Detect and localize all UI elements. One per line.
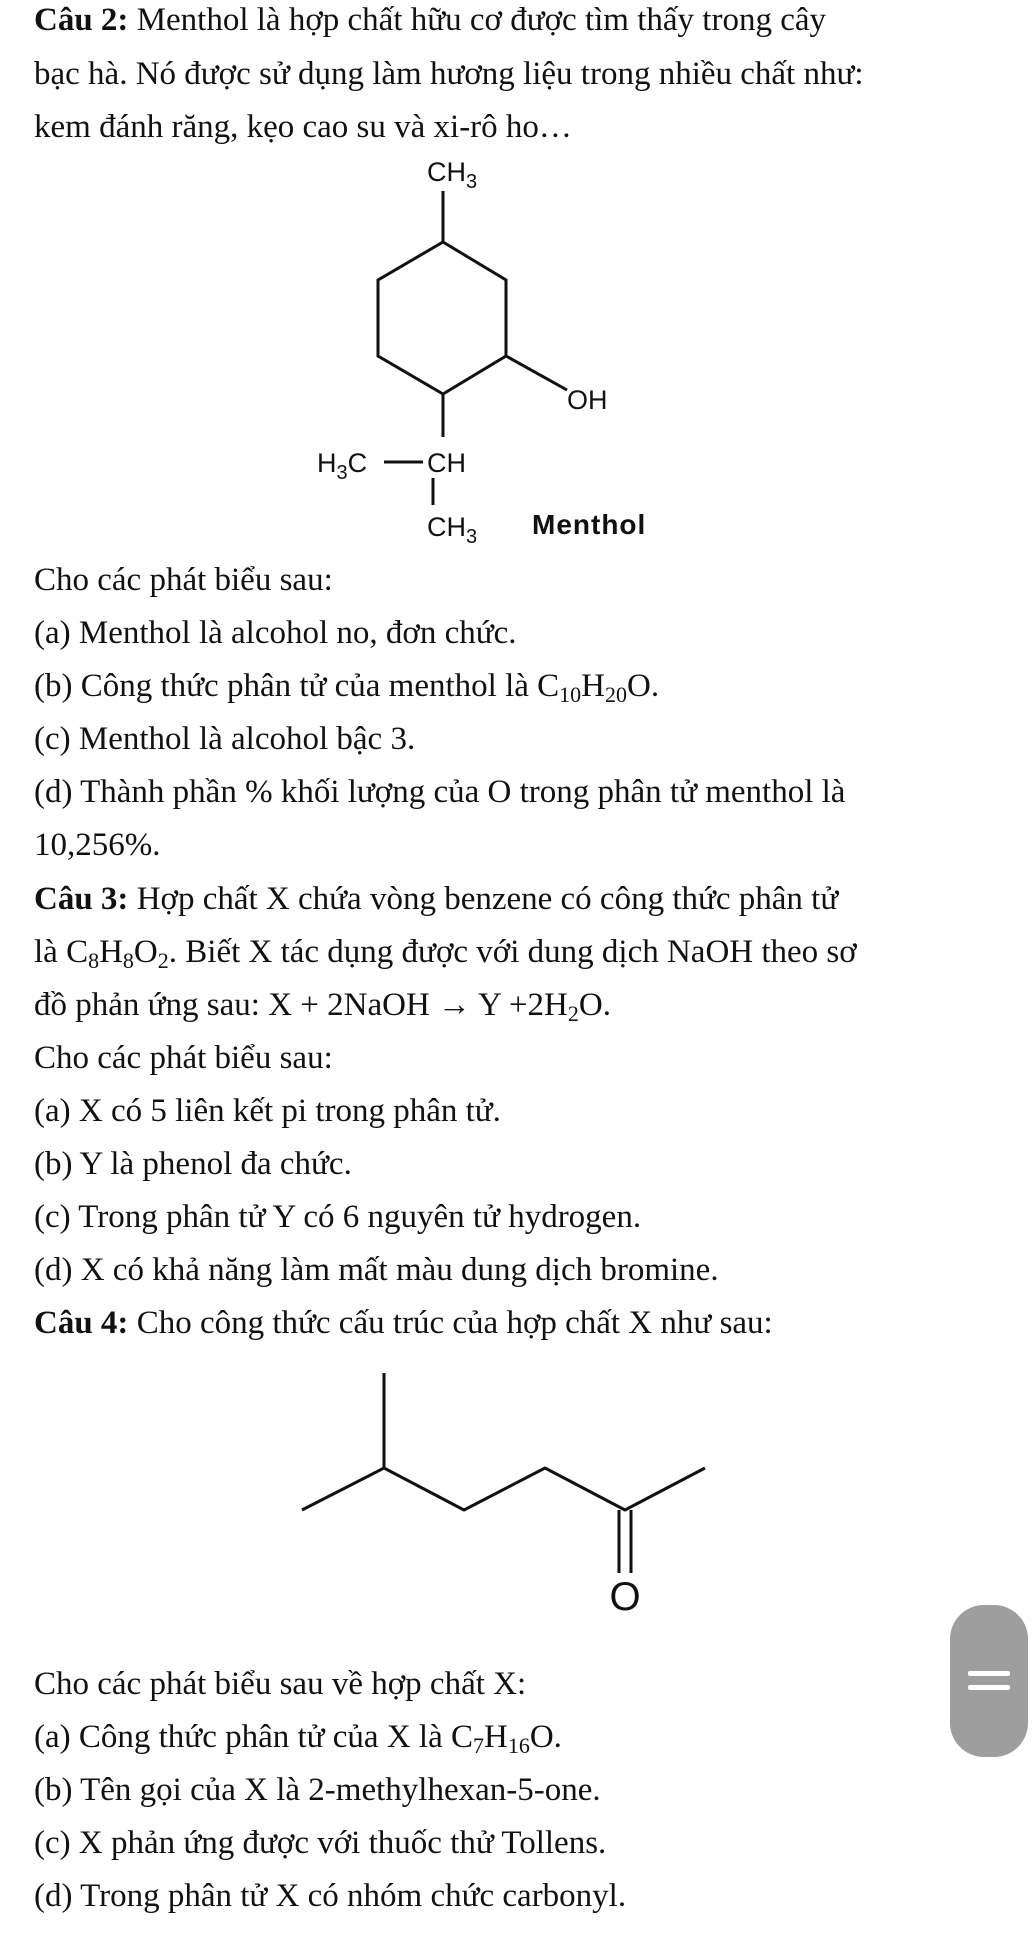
q3-line-2: là $C_8H_8O_2$. Biết X tác dụng được với dung dịch NaOH theo sơ	[34, 934, 857, 973]
q4-statement-b: (b) Tên gọi của X là 2-methylhexan-5-one.	[34, 1772, 601, 1808]
q3-statement-b: (b) Y là phenol đa chức.	[34, 1146, 352, 1182]
oh-label: OH	[567, 385, 608, 415]
q2-line-1: Câu 2: Menthol là hợp chất hữu cơ được tìm thấy trong cây	[34, 2, 826, 38]
q2-label: Câu 2:	[34, 2, 129, 38]
q3-line-3: đồ phản ứng sau: X + 2NaOH → $Y +2H_2O$.	[34, 987, 611, 1026]
q3-label: Câu 3:	[34, 881, 129, 917]
q2-statement-b: (b) Công thức phân tử của menthol là $C_{10}H_{20}O$.	[34, 668, 660, 707]
menthol-name: Menthol	[532, 509, 647, 540]
ch3-bottom-label: $CH_3$	[427, 512, 478, 548]
q4-statement-c: (c) X phản ứng được với thuốc thử Tollens.	[34, 1825, 607, 1861]
h3c-label: $H_3C$	[317, 448, 368, 484]
q4-label: Câu 4:	[34, 1305, 129, 1341]
q4-prompt: Cho các phát biểu sau về hợp chất X:	[34, 1666, 527, 1702]
menthol-structure	[280, 150, 1035, 570]
q4-statement-d: (d) Trong phân tử X có nhóm chức carbonyl.	[34, 1878, 627, 1914]
q2-statement-d-2: 10,256%.	[34, 827, 161, 863]
carbonyl-oxygen-label: O	[609, 1575, 641, 1619]
compound-x-bonds	[302, 1373, 705, 1573]
ch3-top-label: $CH_3$	[427, 157, 478, 193]
q2-statement-d-1: (d) Thành phần % khối lượng của O trong phân tử menthol là	[34, 774, 846, 810]
q3-line-1: Câu 3: Hợp chất X chứa vòng benzene có công thức phân tử	[34, 881, 839, 917]
q2-statement-c: (c) Menthol là alcohol bậc 3.	[34, 721, 416, 757]
q2-line-3: kem đánh răng, kẹo cao su và xi-rô ho…	[34, 109, 572, 145]
q2-prompt: Cho các phát biểu sau:	[34, 562, 333, 598]
q2-line-2: bạc hà. Nó được sử dụng làm hương liệu trong nhiều chất như:	[34, 56, 864, 92]
ch-label: CH	[427, 448, 466, 478]
scroll-handle[interactable]	[950, 1605, 1028, 1757]
q3-prompt: Cho các phát biểu sau:	[34, 1040, 333, 1076]
q4-line-1: Câu 4: Cho công thức cấu trúc của hợp chất X như sau:	[34, 1305, 773, 1341]
q2-statement-a: (a) Menthol là alcohol no, đơn chức.	[34, 615, 517, 651]
q4-statement-a: (a) Công thức phân tử của X là $C_7H_{16}O$.	[34, 1719, 562, 1758]
menthol-bonds	[378, 191, 567, 505]
q3-statement-c: (c) Trong phân tử Y có 6 nguyên tử hydrogen.	[34, 1199, 642, 1235]
compound-x-structure	[290, 1360, 750, 1620]
q3-statement-d: (d) X có khả năng làm mất màu dung dịch bromine.	[34, 1252, 719, 1288]
q3-statement-a: (a) X có 5 liên kết pi trong phân tử.	[34, 1093, 501, 1129]
